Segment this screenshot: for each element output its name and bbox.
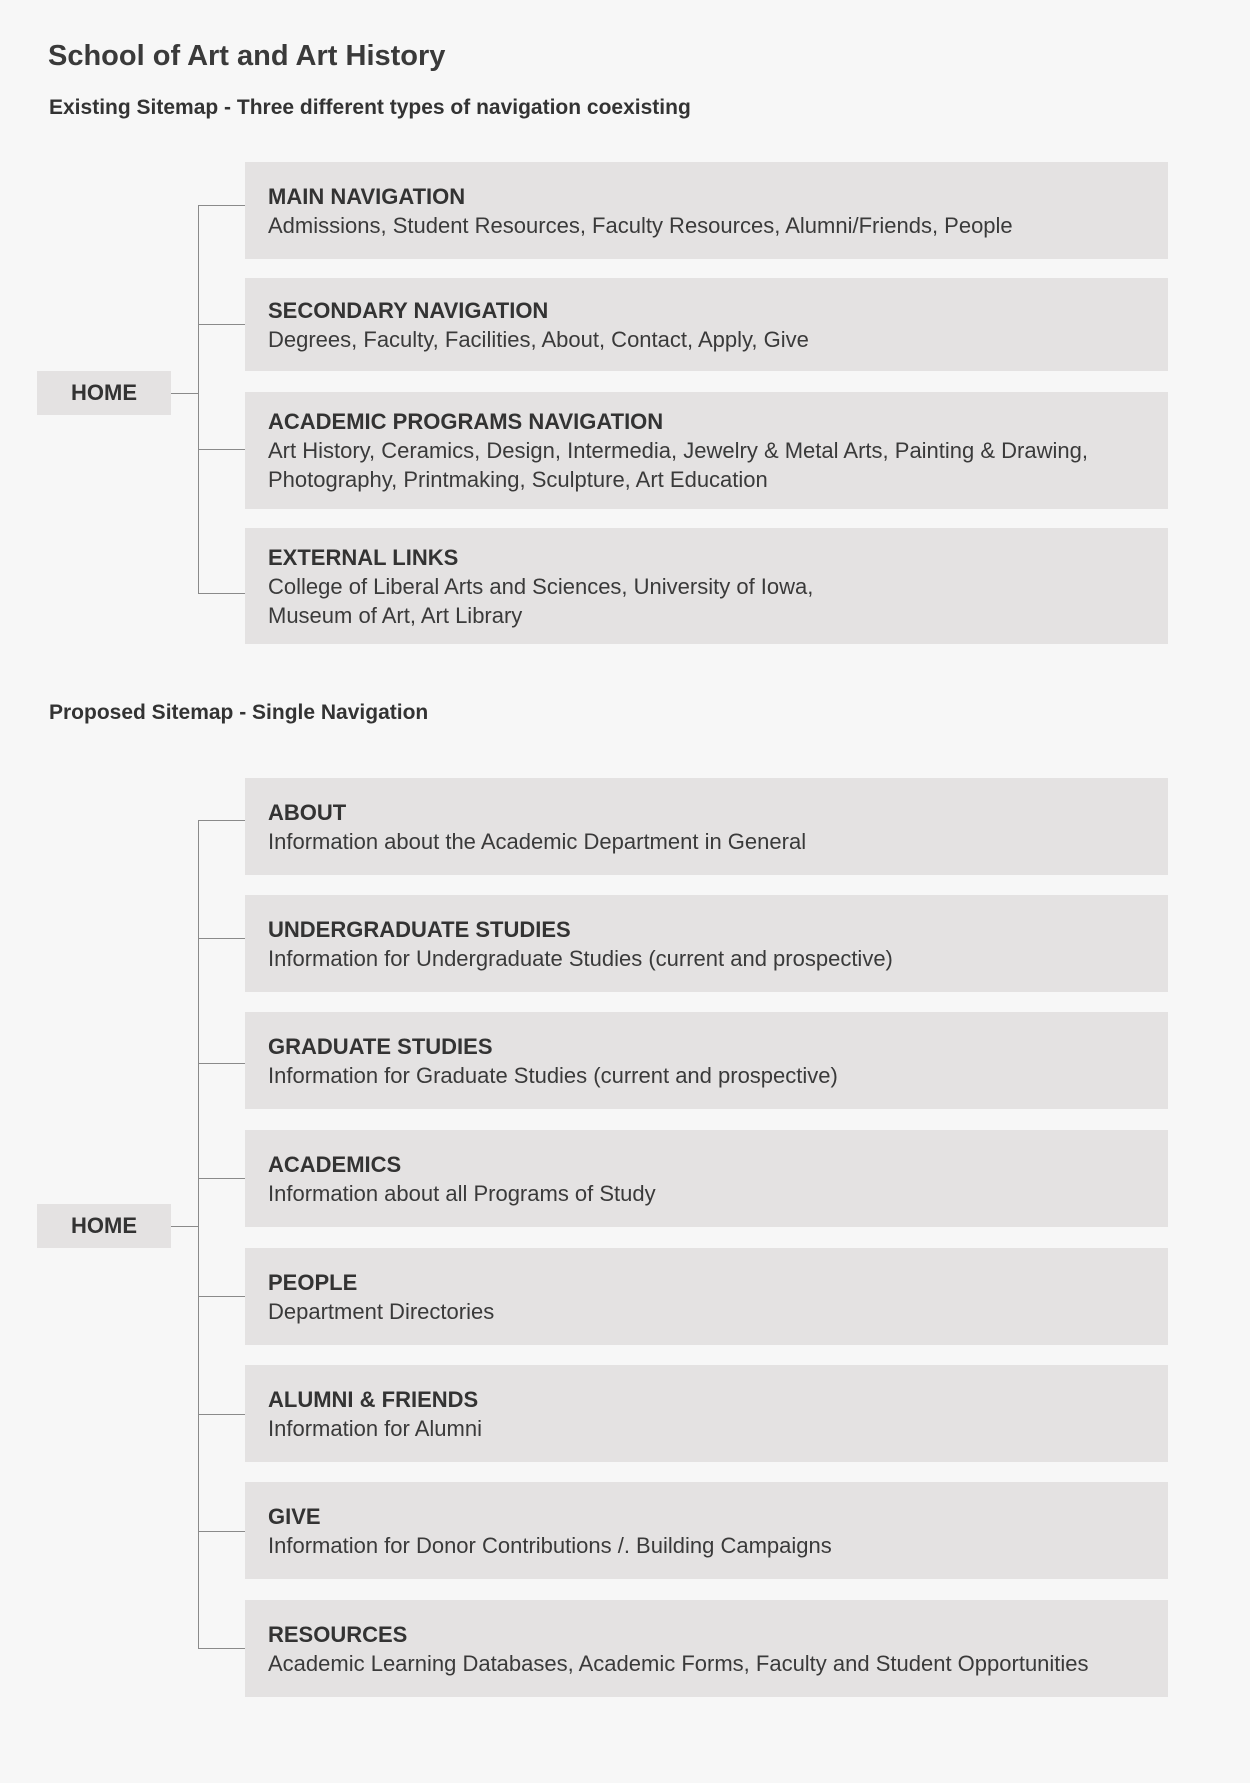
node-description-line: College of Liberal Arts and Sciences, University of Iowa, xyxy=(268,573,814,599)
node-title: GRADUATE STUDIES xyxy=(268,1033,493,1059)
page-title: School of Art and Art History xyxy=(48,40,446,72)
node-description: Information for Graduate Studies (current and prospective) xyxy=(268,1062,838,1088)
existing-home-node: HOME xyxy=(37,371,171,415)
node-description-line: Museum of Art, Art Library xyxy=(268,602,523,628)
node-title: ACADEMICS xyxy=(268,1151,402,1177)
proposed-trunk-line xyxy=(198,820,199,1648)
sitemap-node-main-navigation xyxy=(245,162,1168,259)
sitemap-node-external-links xyxy=(245,528,1168,644)
node-title: MAIN NAVIGATION xyxy=(268,183,466,209)
sitemap-node-academic-programs-navigation xyxy=(245,392,1168,509)
node-description: Admissions, Student Resources, Faculty Resources, Alumni/Friends, People xyxy=(268,212,1013,238)
sitemap-node-secondary-navigation xyxy=(245,278,1168,371)
proposed-branch-7 xyxy=(198,1531,245,1532)
node-title: SECONDARY NAVIGATION xyxy=(268,297,549,323)
existing-sitemap-heading: Existing Sitemap - Three different types of navigation coexisting xyxy=(49,96,691,119)
node-title: EXTERNAL LINKS xyxy=(268,544,459,570)
proposed-branch-5 xyxy=(198,1296,245,1297)
node-description-line: Art History, Ceramics, Design, Intermedia, Jewelry & Metal Arts, Painting & Drawing, xyxy=(268,438,1088,463)
sitemap-node-undergraduate-studies xyxy=(245,895,1168,992)
node-title: GIVE xyxy=(268,1503,321,1529)
node-title: PEOPLE xyxy=(268,1269,358,1295)
node-description: Degrees, Faculty, Facilities, About, Contact, Apply, Give xyxy=(268,326,809,352)
existing-root-connector xyxy=(171,393,199,394)
existing-branch-2 xyxy=(198,324,245,325)
existing-trunk-line xyxy=(198,205,199,594)
proposed-branch-6 xyxy=(198,1414,245,1415)
node-description: Information for Alumni xyxy=(268,1415,482,1441)
node-description: Department Directories xyxy=(268,1298,495,1324)
node-title: ACADEMIC PROGRAMS NAVIGATION xyxy=(268,409,664,434)
node-title: RESOURCES xyxy=(268,1621,408,1647)
existing-branch-4 xyxy=(198,593,245,594)
node-description: Information about all Programs of Study xyxy=(268,1180,656,1206)
node-description-line: Photography, Printmaking, Sculpture, Art Education xyxy=(268,467,768,492)
node-title: ALUMNI & FRIENDS xyxy=(268,1386,479,1412)
node-description: Information about the Academic Department in General xyxy=(268,828,807,854)
proposed-branch-2 xyxy=(198,938,245,939)
node-title: ABOUT xyxy=(268,799,347,825)
sitemap-node-alumni-friends xyxy=(245,1365,1168,1462)
node-description: Information for Donor Contributions /. Building Campaigns xyxy=(268,1532,832,1558)
proposed-branch-8 xyxy=(198,1648,245,1649)
sitemap-node-give xyxy=(245,1482,1168,1579)
node-description: Academic Learning Databases, Academic Forms, Faculty and Student Opportunities xyxy=(268,1650,1089,1676)
sitemap-node-graduate-studies xyxy=(245,1012,1168,1109)
sitemap-node-resources xyxy=(245,1600,1168,1697)
proposed-branch-4 xyxy=(198,1178,245,1179)
proposed-sitemap-heading: Proposed Sitemap - Single Navigation xyxy=(49,701,429,724)
sitemap-node-academics xyxy=(245,1130,1168,1227)
node-description: Information for Undergraduate Studies (current and prospective) xyxy=(268,945,893,971)
node-title: UNDERGRADUATE STUDIES xyxy=(268,916,571,942)
proposed-branch-1 xyxy=(198,820,245,821)
sitemap-node-people xyxy=(245,1248,1168,1345)
sitemap-node-about xyxy=(245,778,1168,875)
existing-branch-1 xyxy=(198,205,245,206)
proposed-root-connector xyxy=(171,1226,199,1227)
proposed-branch-3 xyxy=(198,1063,245,1064)
existing-branch-3 xyxy=(198,449,245,450)
proposed-home-node: HOME xyxy=(37,1204,171,1248)
